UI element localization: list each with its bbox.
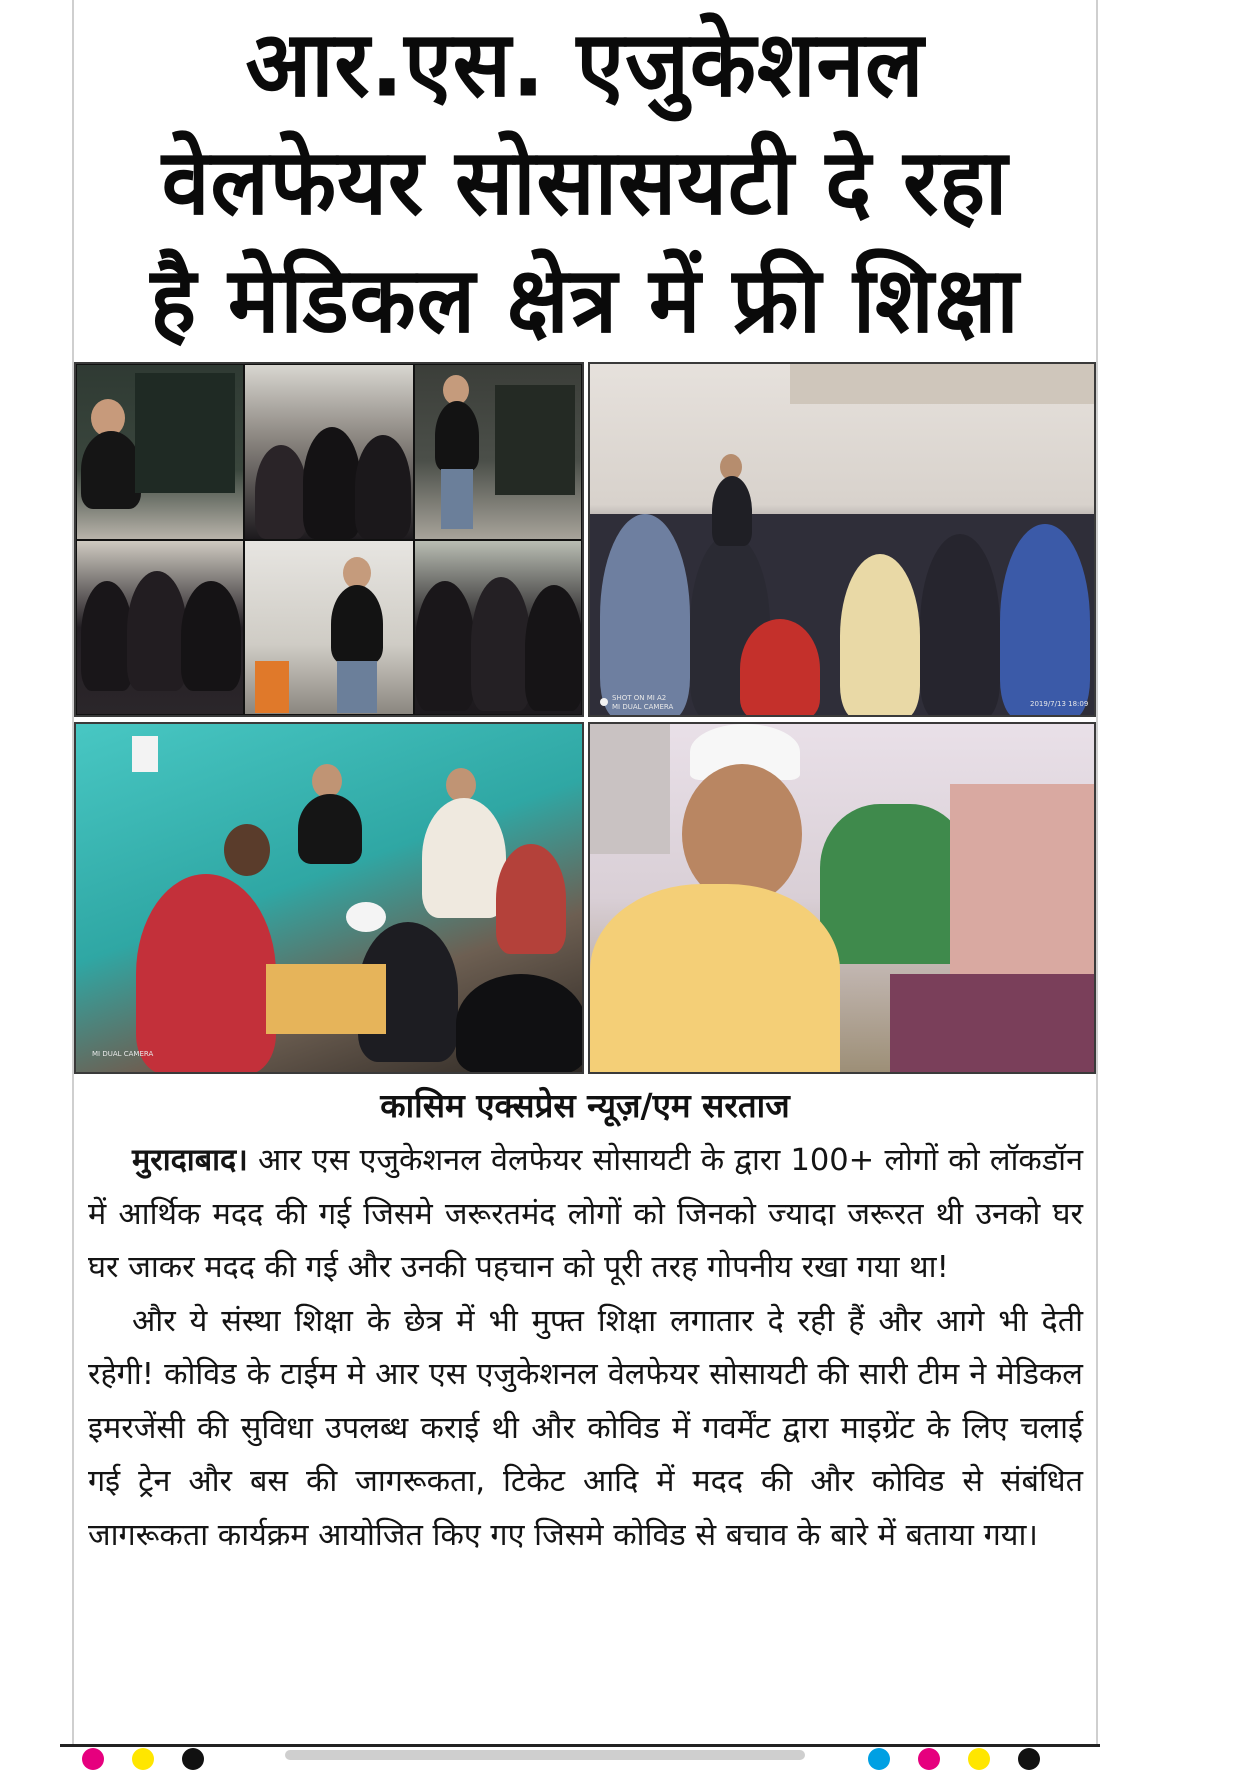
collage-panel-students-group [414,540,582,715]
article-body [88,1134,1083,1562]
print-register-black [182,1748,204,1770]
article-paragraph-2: और ये संस्था शिक्षा के छेत्र में भी मुफ्त शिक्षा लगातार दे रही हैं और आगे भी देती रहेगी! कोविड के टाईम मे आर एस एजुकेशनल वेलफेयर सोसायटी की सारी टीम ने मेडिकल इमरजेंसी की सुविधा उपलब्ध कराई थी और कोविड में गवर्मेंट द्वारा माइग्रेंट के लिए चलाई गई ट्रेन और बस की जागरूकता, टिकेट आदि में मदद की और कोविड से संबंधित जागरूकता कार्यक्रम आयोजित किए गए जिसमे कोविड से बचाव के बारे में बताया गया। [88,1303,1083,1553]
article-paragraph-1 [88,1134,1083,1295]
photo-classroom-collage [74,362,584,717]
bottom-rule [60,1744,1100,1747]
print-register-cyan [868,1748,890,1770]
camera-watermark-icon [600,698,608,706]
photo-selfie-ration-kits [588,722,1096,1074]
article-paragraph-1-text: आर एस एजुकेशनल वेलफेयर सोसायटी के द्वारा 100+ लोगों को लॉकडॉन में आर्थिक मदद की गई जिसमे जरूरतमंद लोगों को जिनको ज्यादा जरूरत थी उनको घर घर जाकर मदद की गई और उनकी पहचान को पूरी तरह गोपनीय रखा गया था! [88,1143,1083,1285]
collage-panel-blackboard-teacher [76,364,244,540]
collage-panel-students-burqa [244,364,414,540]
article-dateline: मुरादाबाद। [132,1143,248,1178]
headline-line-2: वेलफेयर सोसासयटी दे रहा [161,130,1009,236]
print-register-black-2 [1018,1748,1040,1770]
print-register-yellow [132,1748,154,1770]
headline-line-3: है मेडिकल क्षेत्र में फ्री शिक्षा [150,248,1020,354]
print-register-magenta-2 [918,1748,940,1770]
room-camera-watermark: MI DUAL CAMERA [92,1050,154,1058]
photo-hall-gathering [588,362,1096,717]
print-register-magenta [82,1748,104,1770]
hall-timestamp: 2019/7/13 18:09 [1030,700,1089,708]
hall-camera-watermark: SHOT ON MI A2 MI DUAL CAMERA [612,694,674,711]
article-byline: कासिम एक्सप्रेस न्यूज़/एम सरताज [380,1086,790,1125]
collage-panel-teacher-explaining [244,540,414,715]
column-border-right [1096,0,1098,1745]
print-register-bar [285,1750,805,1760]
print-register-yellow-2 [968,1748,990,1770]
headline-line-1: आर.एस. एजुकेशनल [245,12,925,119]
headline [74,6,1096,360]
collage-panel-teacher-standing [414,364,582,540]
photo-room-distribution [74,722,584,1074]
collage-panel-students-seated [76,540,244,715]
